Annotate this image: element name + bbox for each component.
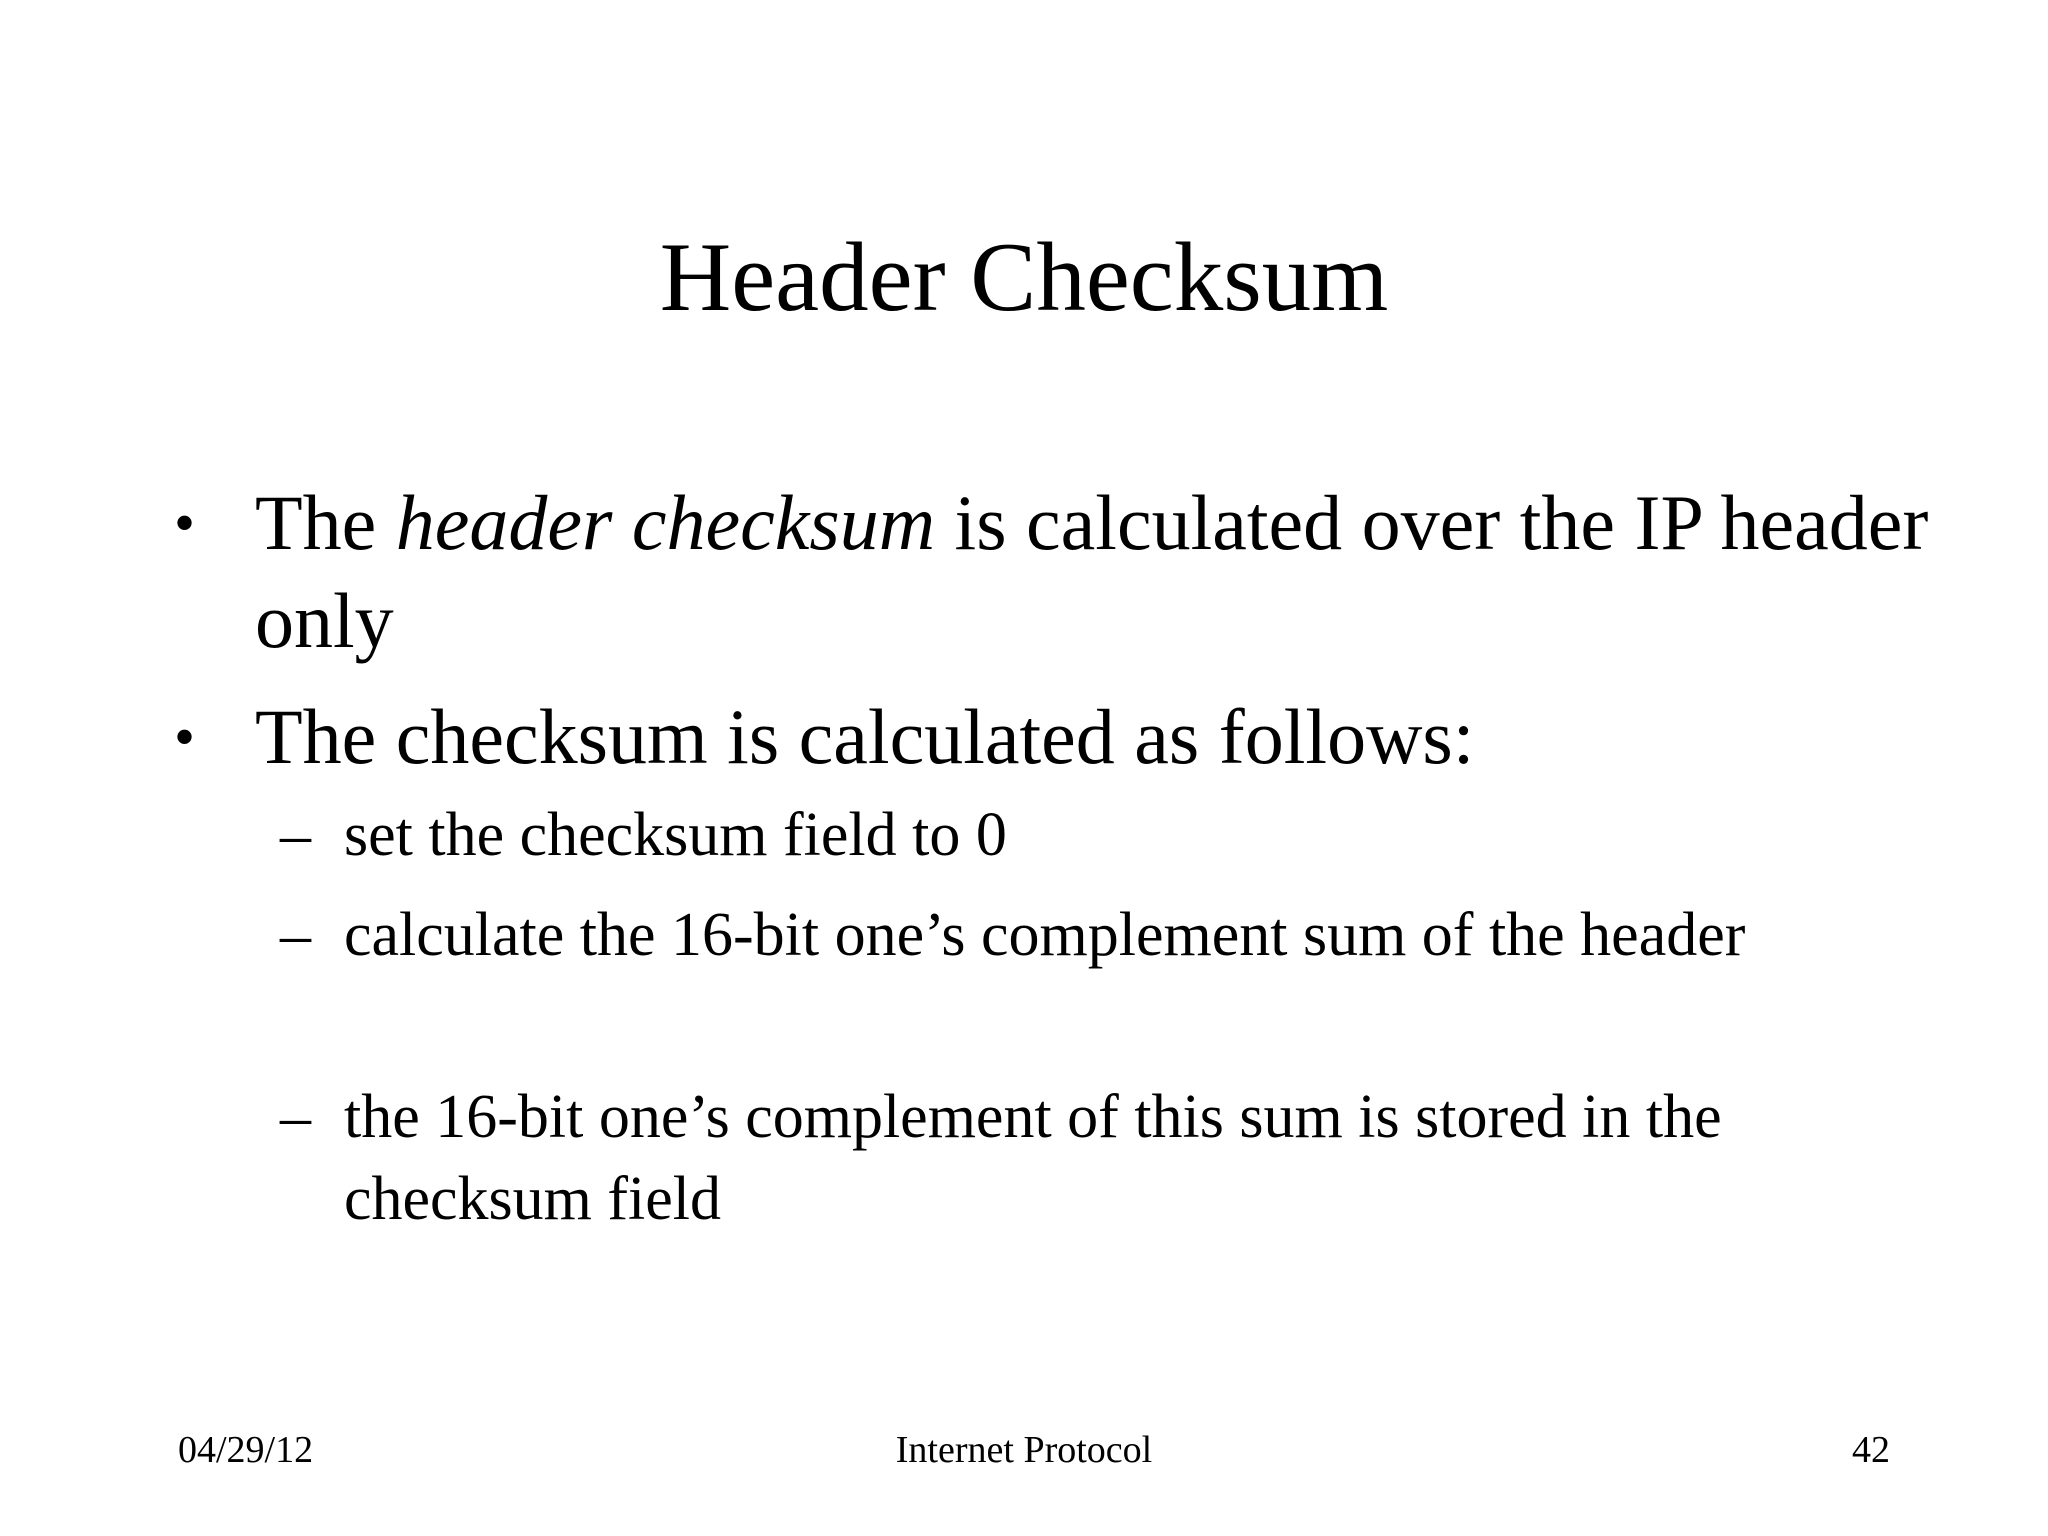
slide-title: Header Checksum xyxy=(659,223,1389,332)
footer-date: 04/29/12 xyxy=(178,1429,314,1471)
dash-icon: – xyxy=(280,1083,311,1151)
dash-icon: – xyxy=(280,801,311,869)
sub-bullet-text-3: the 16-bit one’s complement of this sum is stored in the checksum field xyxy=(344,1083,1722,1233)
bullet-item-1 xyxy=(174,474,1929,674)
dash-icon: – xyxy=(280,901,311,969)
bullet-text-2: The checksum is calculated as follows: xyxy=(255,693,1475,780)
bullet-text-1 xyxy=(255,474,1955,670)
footer-page-number: 42 xyxy=(1852,1429,1890,1471)
sub-bullet-text-2: calculate the 16-bit one’s complement sum of the header xyxy=(344,901,1746,969)
bullet-1-part-2-italic: header checksum xyxy=(395,479,936,566)
sub-bullet-text-1: set the checksum field to 0 xyxy=(344,801,1007,869)
sub-bullet-item-1 xyxy=(280,794,1940,876)
sub-bullet-item-2 xyxy=(280,894,1940,1058)
bullet-dot-icon: • xyxy=(174,704,196,770)
footer-title: Internet Protocol xyxy=(895,1429,1153,1471)
bullet-1-part-1: The xyxy=(255,479,396,566)
sub-bullet-item-3 xyxy=(280,1076,1940,1240)
bullet-dot-icon: • xyxy=(174,490,196,556)
bullet-item-2 xyxy=(174,688,1874,788)
bullet-1-part-3: is calculated over the IP header only xyxy=(255,479,1929,664)
